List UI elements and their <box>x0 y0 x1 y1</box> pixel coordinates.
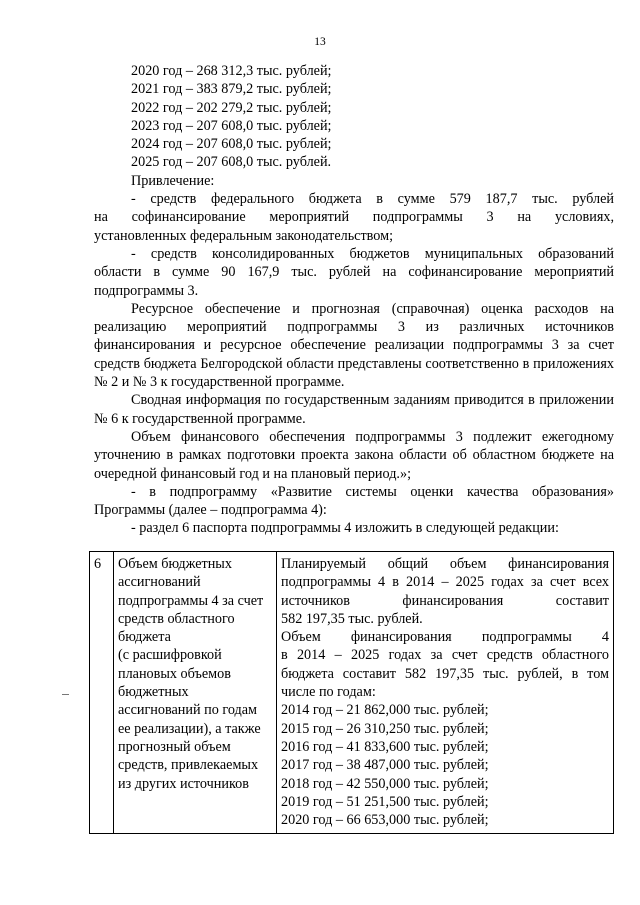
content-line: в 2014 – 2025 годах за счет средств областного <box>281 647 609 664</box>
row-name-cell <box>114 552 277 834</box>
name-line: Объем бюджетных <box>118 556 232 572</box>
content-line: числе по годам: <box>281 684 376 701</box>
content-line: 582 197,35 тыс. рублей. <box>281 610 423 627</box>
table-year-line: 2018 год – 42 550,000 тыс. рублей; <box>281 775 489 792</box>
municipal-budget-line-2: области в сумме 90 167,9 тыс. рублей на софинансирование мероприятий <box>94 264 614 281</box>
year-line-2020: 2020 год – 268 312,3 тыс. рублей; <box>131 63 332 79</box>
year-line-2024: 2024 год – 207 608,0 тыс. рублей; <box>131 136 332 153</box>
year-line-2021: 2021 год – 383 879,2 тыс. рублей; <box>131 81 332 98</box>
table-row <box>90 552 614 834</box>
name-line: плановых объемов <box>118 665 231 682</box>
federal-budget-line-2: на софинансирование мероприятий подпрограммы 3 на условиях, <box>94 209 614 226</box>
subprogram-intro-line-2: Программы (далее – подпрограмма 4): <box>94 502 327 519</box>
table-year-line: 2017 год – 38 487,000 тыс. рублей; <box>281 757 489 774</box>
year-line-2023: 2023 год – 207 608,0 тыс. рублей; <box>131 117 332 134</box>
content-line: Планируемый общий объем финансирования <box>281 556 609 572</box>
name-line: бюджетных <box>118 684 189 701</box>
content-line: Объем финансирования подпрограммы 4 <box>281 629 609 646</box>
subprogram-intro-line-1: - в подпрограмму «Развитие системы оценки качества образования» <box>131 483 614 500</box>
table-year-line: 2020 год – 66 653,000 тыс. рублей; <box>281 812 489 829</box>
name-line: подпрограммы 4 за счет <box>118 592 264 609</box>
paragraph-summary: Сводная информация по государственным заданиям приводится в приложении № 6 к государственной программе. <box>94 392 614 427</box>
name-line: ассигнований по годам <box>118 702 257 719</box>
passport-table <box>89 551 614 834</box>
year-line-2022: 2022 год – 202 279,2 тыс. рублей; <box>131 99 332 116</box>
table-year-line: 2014 год – 21 862,000 тыс. рублей; <box>281 702 489 719</box>
municipal-budget-line-1: - средств консолидированных бюджетов муниципальных образований <box>131 245 614 262</box>
municipal-budget-line-3: подпрограммы 3. <box>94 282 199 299</box>
content-line: подпрограммы 4 в 2014 – 2025 годах за счет всех <box>281 574 609 591</box>
row-number: 6 <box>90 552 114 834</box>
name-line: средств, привлекаемых <box>118 757 259 774</box>
table-year-line: 2015 год – 26 310,250 тыс. рублей; <box>281 720 489 737</box>
document-body <box>94 62 614 538</box>
content-line: бюджета составит 582 197,35 тыс. рублей, в том <box>281 665 609 682</box>
name-line: из других источников <box>118 775 249 792</box>
paragraph-volume: Объем финансового обеспечения подпрограммы 3 подлежит ежегодному уточнению в рамках подготовки проекта закона области об областном бюджете на очередной финансовый год и на плановый период.»; <box>94 428 614 482</box>
federal-budget-line-1: - средств федерального бюджета в сумме 579 187,7 тыс. рублей <box>131 191 614 208</box>
paragraph-resources: Ресурсное обеспечение и прогнозная (справочная) оценка расходов на реализацию мероприятий подпрограммы 3 из различных источников финансирования и ресурсное обеспечение реализации подпрограммы 3 за счет средств бюджета Белгородской области представлены соответственно в приложениях № 2 и № 3 к государственной программе. <box>94 300 614 391</box>
content-line: источников финансирования составит <box>281 592 609 609</box>
name-line: (с расшифровкой <box>118 647 222 664</box>
name-line: прогнозный объем <box>118 738 231 755</box>
table-year-line: 2019 год – 51 251,500 тыс. рублей; <box>281 793 489 810</box>
name-line: бюджета <box>118 629 171 646</box>
table-year-line: 2016 год – 41 833,600 тыс. рублей; <box>281 738 489 755</box>
row-content-cell <box>277 552 614 834</box>
page-number: 13 <box>314 36 326 48</box>
margin-mark <box>62 694 69 695</box>
section-instruction: - раздел 6 паспорта подпрограммы 4 изложить в следующей редакции: <box>131 520 559 537</box>
name-line: ее реализации), а также <box>118 720 261 737</box>
name-line: средств областного <box>118 610 235 627</box>
name-line: ассигнований <box>118 574 201 591</box>
year-line-2025: 2025 год – 207 608,0 тыс. рублей. <box>131 154 332 171</box>
attraction-heading: Привлечение: <box>131 172 215 189</box>
federal-budget-line-3: установленных федеральным законодательством; <box>94 227 394 244</box>
